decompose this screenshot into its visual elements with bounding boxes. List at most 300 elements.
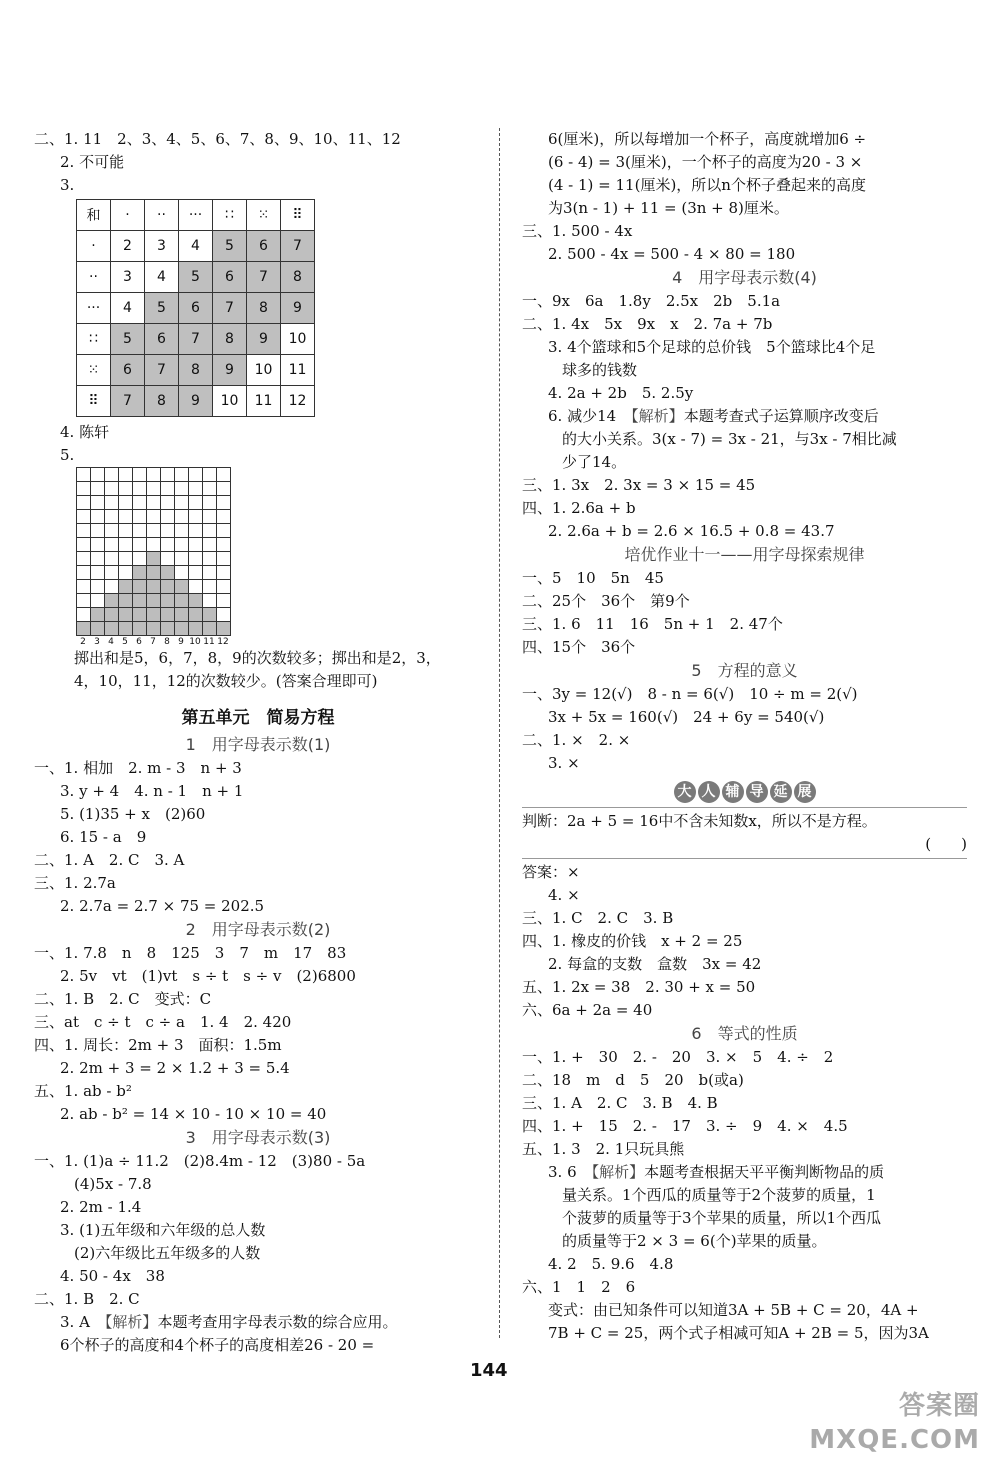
- grid-cell: [161, 538, 175, 552]
- grid-cell: [119, 594, 133, 608]
- grid-cell: [105, 524, 119, 538]
- grid-cell: [147, 552, 161, 566]
- answer-line: (6 - 4) = 3(厘米)，一个杯子的高度为20 - 3 ×: [548, 153, 863, 171]
- axis-tick-label: 6: [136, 637, 142, 647]
- grid-cell: [77, 622, 91, 636]
- table-cell: ···: [77, 293, 111, 324]
- answer-line: 3.: [60, 176, 75, 194]
- grid-cell: [147, 482, 161, 496]
- table-cell: 7: [179, 324, 213, 355]
- answer-line: 一、3y = 12(√) 8 - n = 6(√) 10 ÷ m = 2(√): [522, 685, 858, 703]
- table-cell: 8: [247, 293, 281, 324]
- grid-cell: [161, 594, 175, 608]
- answer-line: 变式：由已知条件可以知道3A + 5B + C = 20，4A +: [548, 1301, 919, 1319]
- grid-cell: [161, 622, 175, 636]
- grid-cell: [147, 496, 161, 510]
- table-cell: ∷: [213, 200, 247, 231]
- grid-cell: [217, 496, 231, 510]
- answer-line: 四、1. 橡皮的价钱 x + 2 = 25: [522, 932, 743, 950]
- answer-line: 四、1. + 15 2. - 17 3. ÷ 9 4. × 4.5: [522, 1117, 848, 1135]
- answer-line: 判断：2a + 5 = 16中不含未知数x，所以不是方程。: [522, 812, 877, 830]
- answer-line: (4)5x - 7.8: [74, 1175, 152, 1193]
- grid-cell: [175, 510, 189, 524]
- grid-cell: [189, 608, 203, 622]
- grid-cell: [91, 566, 105, 580]
- table-cell: 7: [111, 386, 145, 417]
- grid-cell: [189, 566, 203, 580]
- grid-cell: [217, 482, 231, 496]
- table-cell: ·: [77, 231, 111, 262]
- answer-line: 6(厘米)，所以每增加一个杯子，高度就增加6 ÷: [548, 130, 867, 148]
- answer-line: 二、1. × 2. ×: [522, 731, 631, 749]
- grid-cell: [175, 580, 189, 594]
- table-cell: 7: [145, 355, 179, 386]
- grid-cell: [175, 566, 189, 580]
- grid-cell: [203, 594, 217, 608]
- section-title: 3 用字母表示数(3): [185, 1128, 331, 1147]
- grid-cell: [91, 482, 105, 496]
- answer-text: 本题考查根据天平平衡判断物品的质: [644, 1163, 885, 1181]
- grid-cell: [217, 594, 231, 608]
- grid-cell: [175, 608, 189, 622]
- answer-line: 二、25个 36个 第9个: [522, 592, 690, 610]
- axis-tick-label: 7: [150, 637, 156, 647]
- grid-cell: [77, 552, 91, 566]
- answer-line: 一、1. + 30 2. - 20 3. × 5 4. ÷ 2: [522, 1048, 834, 1066]
- answer-line: 5. (1)35 + x (2)60: [60, 805, 206, 823]
- answer-line: 答案：×: [522, 863, 580, 881]
- table-cell: 11: [247, 386, 281, 417]
- table-cell: 7: [213, 293, 247, 324]
- answer-line: 少了14。: [562, 453, 627, 471]
- grid-cell: [203, 468, 217, 482]
- banner-char: 人: [698, 781, 720, 803]
- table-cell: 10: [281, 324, 315, 355]
- grid-cell: [217, 608, 231, 622]
- answer-line: 2. 5v vt (1)vt s ÷ t s ÷ v (2)6800: [60, 967, 356, 985]
- table-cell: 11: [281, 355, 315, 386]
- grid-cell: [119, 566, 133, 580]
- grid-cell: [161, 552, 175, 566]
- grid-cell: [133, 608, 147, 622]
- answer-line: 五、1. ab - b²: [34, 1082, 132, 1100]
- right-column: [522, 128, 967, 1345]
- answer-line: 2. 2m + 3 = 2 × 1.2 + 3 = 5.4: [60, 1059, 290, 1077]
- answer-line: 二、1. 4x 5x 9x x 2. 7a + 7b: [522, 315, 773, 333]
- grid-cell: [203, 496, 217, 510]
- table-cell: ⁙: [247, 200, 281, 231]
- grid-cell: [189, 510, 203, 524]
- table-cell: 5: [213, 231, 247, 262]
- table-cell: ∷: [77, 324, 111, 355]
- left-column: [34, 128, 482, 1357]
- table-cell: 9: [213, 355, 247, 386]
- answer-text: 本题考查用字母表示数的综合应用。: [157, 1313, 398, 1331]
- grid-cell: [217, 524, 231, 538]
- grid-cell: [91, 608, 105, 622]
- grid-cell: [161, 566, 175, 580]
- table-row: [77, 262, 315, 293]
- answer-line: 3. y + 4 4. n - 1 n + 1: [60, 782, 244, 800]
- grid-cell: [147, 622, 161, 636]
- grid-cell: [147, 510, 161, 524]
- answer-line: 4. 陈轩: [60, 423, 110, 441]
- analysis-tag: 【解析】: [104, 1313, 158, 1331]
- analysis-tag: 【解析】: [631, 407, 684, 425]
- answer-line: 三、1. A 2. C 3. B 4. B: [522, 1094, 718, 1112]
- table-row: [77, 231, 315, 262]
- grid-cell: [105, 580, 119, 594]
- grid-cell: [175, 482, 189, 496]
- grid-cell: [147, 524, 161, 538]
- grid-cell: [147, 538, 161, 552]
- grid-cell: [91, 496, 105, 510]
- answer-line: 三、1. 2.7a: [34, 874, 116, 892]
- answer-line: 二、1. B 2. C 变式：C: [34, 990, 212, 1008]
- answer-bracket: ( ): [925, 835, 967, 853]
- answer-line: 一、1. (1)a ÷ 11.2 (2)8.4m - 12 (3)80 - 5a: [34, 1152, 366, 1170]
- table-row: [77, 324, 315, 355]
- grid-cell: [119, 496, 133, 510]
- grid-cell: [77, 510, 91, 524]
- grid-cell: [189, 468, 203, 482]
- answer-line: 7B + C = 25，两个式子相减可知A + 2B = 5，因为3A: [548, 1324, 929, 1342]
- grid-cell: [217, 622, 231, 636]
- table-cell: 和: [77, 200, 111, 231]
- table-cell: 10: [247, 355, 281, 386]
- answer-line: 球多的钱数: [562, 361, 638, 379]
- table-cell: ⁙: [77, 355, 111, 386]
- grid-cell: [189, 496, 203, 510]
- grid-cell: [189, 552, 203, 566]
- table-cell: 4: [111, 293, 145, 324]
- answer-line: 六、6a + 2a = 40: [522, 1001, 653, 1019]
- grid-cell: [133, 594, 147, 608]
- section-title: 6 等式的性质: [691, 1024, 798, 1043]
- answer-line: 四、1. 周长：2m + 3 面积：1.5m: [34, 1036, 282, 1054]
- answer-line: 量关系。1个西瓜的质量等于2个菠萝的质量，1: [562, 1186, 876, 1204]
- answer-line: 6. 15 - a 9: [60, 828, 147, 846]
- grid-axis-labels: [76, 637, 230, 647]
- answer-line: 2. 不可能: [60, 153, 125, 171]
- grid-cell: [91, 510, 105, 524]
- grid-cell: [119, 608, 133, 622]
- grid-cell: [91, 552, 105, 566]
- grid-cell: [203, 566, 217, 580]
- page-number: 144: [470, 1360, 508, 1381]
- axis-tick-label: 2: [80, 637, 86, 647]
- banner-char: 导: [746, 781, 768, 803]
- table-row: [77, 355, 315, 386]
- answer-text: 本题考查式子运算顺序改变后: [683, 407, 879, 425]
- grid-cell: [105, 510, 119, 524]
- table-cell: 9: [247, 324, 281, 355]
- answer-line: 4. ×: [548, 886, 580, 904]
- grid-cell: [161, 580, 175, 594]
- grid-cell: [161, 608, 175, 622]
- grid-cell: [161, 482, 175, 496]
- table-row: [77, 200, 315, 231]
- answer-line: 二、1. 11 2、3、4、5、6、7、8、9、10、11、12: [34, 130, 401, 148]
- answer-line: 2. 500 - 4x = 500 - 4 × 80 = 180: [548, 245, 796, 263]
- answer-line: 四、1. 2.6a + b: [522, 499, 636, 517]
- answer-line: (2)六年级比五年级多的人数: [74, 1244, 261, 1262]
- grid-cell: [161, 468, 175, 482]
- table-cell: 8: [213, 324, 247, 355]
- table-cell: ···: [179, 200, 213, 231]
- table-cell: 6: [247, 231, 281, 262]
- grid-cell: [203, 622, 217, 636]
- grid-cell: [133, 622, 147, 636]
- answer-line: 3x + 5x = 160(√) 24 + 6y = 540(√): [548, 708, 825, 726]
- answer-line: 三、1. 6 11 16 5n + 1 2. 47个: [522, 615, 783, 633]
- grid-cell: [119, 482, 133, 496]
- table-cell: 5: [179, 262, 213, 293]
- grid-cell: [189, 622, 203, 636]
- frequency-grid: [76, 467, 230, 647]
- grid-cell: [161, 510, 175, 524]
- grid-cell: [91, 468, 105, 482]
- grid-cell: [133, 510, 147, 524]
- answer-line: [522, 1161, 967, 1184]
- grid-cell: [91, 622, 105, 636]
- dice-sum-table: [76, 199, 315, 417]
- answer-line: 6个杯子的高度和4个杯子的高度相差26 - 20 =: [60, 1336, 375, 1354]
- answer-line: 六、1 1 2 6: [522, 1278, 636, 1296]
- answer-line: 4. 2 5. 9.6 4.8: [548, 1255, 674, 1273]
- grid-cell: [133, 552, 147, 566]
- table-cell: 8: [179, 355, 213, 386]
- grid-cell: [189, 580, 203, 594]
- answer-line: 二、1. B 2. C: [34, 1290, 140, 1308]
- grid-cells: [76, 467, 231, 636]
- grid-cell: [77, 538, 91, 552]
- axis-tick-label: 5: [122, 637, 128, 647]
- answer-line: 3. (1)五年级和六年级的总人数: [60, 1221, 266, 1239]
- grid-cell: [133, 468, 147, 482]
- grid-cell: [119, 510, 133, 524]
- watermark-url: MXQE.COM: [809, 1425, 980, 1455]
- answer-line: 三、1. 3x 2. 3x = 3 × 15 = 45: [522, 476, 756, 494]
- grid-cell: [203, 538, 217, 552]
- grid-cell: [147, 468, 161, 482]
- grid-cell: [217, 468, 231, 482]
- grid-cell: [105, 538, 119, 552]
- axis-tick-label: 4: [108, 637, 114, 647]
- banner-char: 大: [674, 781, 696, 803]
- grid-cell: [175, 468, 189, 482]
- table-cell: ⠿: [77, 386, 111, 417]
- analysis-tag: 【解析】: [591, 1163, 645, 1181]
- grid-cell: [189, 482, 203, 496]
- grid-cell: [91, 594, 105, 608]
- grid-cell: [161, 524, 175, 538]
- answer-line: 3. 4个篮球和5个足球的总价钱 5个篮球比4个足: [548, 338, 876, 356]
- grid-cell: [119, 524, 133, 538]
- answer-line: 掷出和是5，6，7，8，9的次数较多；掷出和是2，3，: [74, 649, 441, 667]
- grid-cell: [119, 538, 133, 552]
- grid-cell: [105, 622, 119, 636]
- section-title: 4 用字母表示数(4): [672, 268, 817, 287]
- grid-cell: [119, 552, 133, 566]
- answer-line: [34, 1311, 482, 1334]
- grid-cell: [217, 552, 231, 566]
- answer-line: 一、1. 相加 2. m - 3 n + 3: [34, 759, 242, 777]
- table-cell: 6: [111, 355, 145, 386]
- extension-banner: [522, 781, 967, 803]
- answer-line: 4. 50 - 4x 38: [60, 1267, 165, 1285]
- grid-cell: [217, 580, 231, 594]
- answer-line: 一、1. 7.8 n 8 125 3 7 m 17 83: [34, 944, 347, 962]
- axis-tick-label: 9: [178, 637, 184, 647]
- answer-line: 五、1. 2x = 38 2. 30 + x = 50: [522, 978, 756, 996]
- axis-tick-label: 12: [217, 637, 229, 647]
- axis-tick-label: 10: [189, 637, 201, 647]
- table-cell: ··: [145, 200, 179, 231]
- section-title: 1 用字母表示数(1): [185, 735, 331, 754]
- axis-tick-label: 8: [164, 637, 170, 647]
- grid-cell: [119, 580, 133, 594]
- answer-line: 2. 2m - 1.4: [60, 1198, 142, 1216]
- section-title: 培优作业十一——用字母探索规律: [624, 545, 865, 564]
- answer-line: (4 - 1) = 11(厘米)，所以n个杯子叠起来的高度: [548, 176, 866, 194]
- banner-char: 延: [770, 781, 792, 803]
- grid-cell: [91, 524, 105, 538]
- answer-line: 五、1. 3 2. 1只玩具熊: [522, 1140, 685, 1158]
- grid-cell: [147, 608, 161, 622]
- table-cell: 6: [179, 293, 213, 324]
- answer-line: 的质量等于2 × 3 = 6(个)苹果的质量。: [562, 1232, 827, 1250]
- grid-cell: [147, 594, 161, 608]
- grid-cell: [217, 510, 231, 524]
- answer-line: 一、5 10 5n 45: [522, 569, 664, 587]
- answer-line: 三、1. C 2. C 3. B: [522, 909, 674, 927]
- answer-line: 3. ×: [548, 754, 580, 772]
- answer-text: 3. A: [60, 1313, 105, 1331]
- grid-cell: [119, 468, 133, 482]
- table-cell: 6: [145, 324, 179, 355]
- grid-cell: [77, 580, 91, 594]
- grid-cell: [175, 496, 189, 510]
- grid-cell: [189, 594, 203, 608]
- banner-char: 辅: [722, 781, 744, 803]
- table-cell: 12: [281, 386, 315, 417]
- banner-char: 展: [794, 781, 816, 803]
- grid-cell: [91, 538, 105, 552]
- table-cell: 5: [111, 324, 145, 355]
- grid-cell: [77, 468, 91, 482]
- answer-line: 2. 2.7a = 2.7 × 75 = 202.5: [60, 897, 265, 915]
- answer-line: 2. ab - b² = 14 × 10 - 10 × 10 = 40: [60, 1105, 327, 1123]
- grid-cell: [105, 552, 119, 566]
- grid-cell: [189, 538, 203, 552]
- grid-cell: [203, 608, 217, 622]
- answer-line: [522, 405, 967, 428]
- table-cell: 4: [145, 262, 179, 293]
- table-cell: ·: [111, 200, 145, 231]
- grid-cell: [105, 496, 119, 510]
- answer-line: 一、9x 6a 1.8y 2.5x 2b 5.1a: [522, 292, 781, 310]
- answer-line: 三、1. 500 - 4x: [522, 222, 633, 240]
- grid-cell: [77, 482, 91, 496]
- table-cell: 7: [247, 262, 281, 293]
- grid-cell: [105, 594, 119, 608]
- grid-cell: [175, 594, 189, 608]
- grid-cell: [175, 524, 189, 538]
- table-cell: 7: [281, 231, 315, 262]
- answer-line: 为3(n - 1) + 11 = (3n + 8)厘米。: [548, 199, 789, 217]
- grid-cell: [119, 622, 133, 636]
- answer-text: 3. 6: [548, 1163, 592, 1181]
- answer-line: 三、at c ÷ t c ÷ a 1. 4 2. 420: [34, 1013, 292, 1031]
- grid-cell: [133, 580, 147, 594]
- grid-cell: [77, 566, 91, 580]
- grid-cell: [203, 580, 217, 594]
- grid-cell: [133, 538, 147, 552]
- table-row: [77, 386, 315, 417]
- table-cell: 6: [213, 262, 247, 293]
- axis-tick-label: 11: [203, 637, 215, 647]
- grid-cell: [105, 482, 119, 496]
- grid-cell: [77, 524, 91, 538]
- table-cell: 8: [281, 262, 315, 293]
- table-cell: 2: [111, 231, 145, 262]
- grid-cell: [133, 496, 147, 510]
- grid-cell: [91, 580, 105, 594]
- grid-cell: [203, 552, 217, 566]
- table-cell: 3: [145, 231, 179, 262]
- table-row: [77, 293, 315, 324]
- grid-cell: [77, 608, 91, 622]
- answer-line: 个菠萝的质量等于3个苹果的质量，所以1个西瓜: [562, 1209, 882, 1227]
- table-cell: 8: [145, 386, 179, 417]
- table-cell: 9: [281, 293, 315, 324]
- grid-cell: [189, 524, 203, 538]
- table-cell: 9: [179, 386, 213, 417]
- grid-cell: [105, 566, 119, 580]
- answer-line: 2. 每盒的支数 盒数 3x = 42: [548, 955, 762, 973]
- answer-line: 5.: [60, 446, 75, 464]
- grid-cell: [217, 566, 231, 580]
- grid-cell: [175, 552, 189, 566]
- column-divider: [499, 128, 500, 1338]
- answer-line: 4. 2a + 2b 5. 2.5y: [548, 384, 694, 402]
- grid-cell: [203, 510, 217, 524]
- grid-cell: [105, 608, 119, 622]
- grid-cell: [133, 566, 147, 580]
- grid-cell: [147, 566, 161, 580]
- table-cell: 5: [145, 293, 179, 324]
- grid-cell: [203, 524, 217, 538]
- table-cell: 10: [213, 386, 247, 417]
- grid-cell: [105, 468, 119, 482]
- grid-cell: [147, 580, 161, 594]
- grid-cell: [133, 524, 147, 538]
- grid-cell: [133, 482, 147, 496]
- table-cell: 4: [179, 231, 213, 262]
- grid-cell: [77, 496, 91, 510]
- grid-cell: [175, 538, 189, 552]
- section-title: 2 用字母表示数(2): [185, 920, 331, 939]
- extension-box: [522, 807, 967, 859]
- answer-line: 2. 2.6a + b = 2.6 × 16.5 + 0.8 = 43.7: [548, 522, 835, 540]
- answer-line: 4，10，11，12的次数较少。(答案合理即可): [74, 672, 378, 690]
- answer-text: 6. 减少14: [548, 407, 632, 425]
- answer-line: 的大小关系。3(x - 7) = 3x - 21，与3x - 7相比减: [562, 430, 897, 448]
- answer-line: 四、15个 36个: [522, 638, 636, 656]
- table-cell: ··: [77, 262, 111, 293]
- grid-cell: [217, 538, 231, 552]
